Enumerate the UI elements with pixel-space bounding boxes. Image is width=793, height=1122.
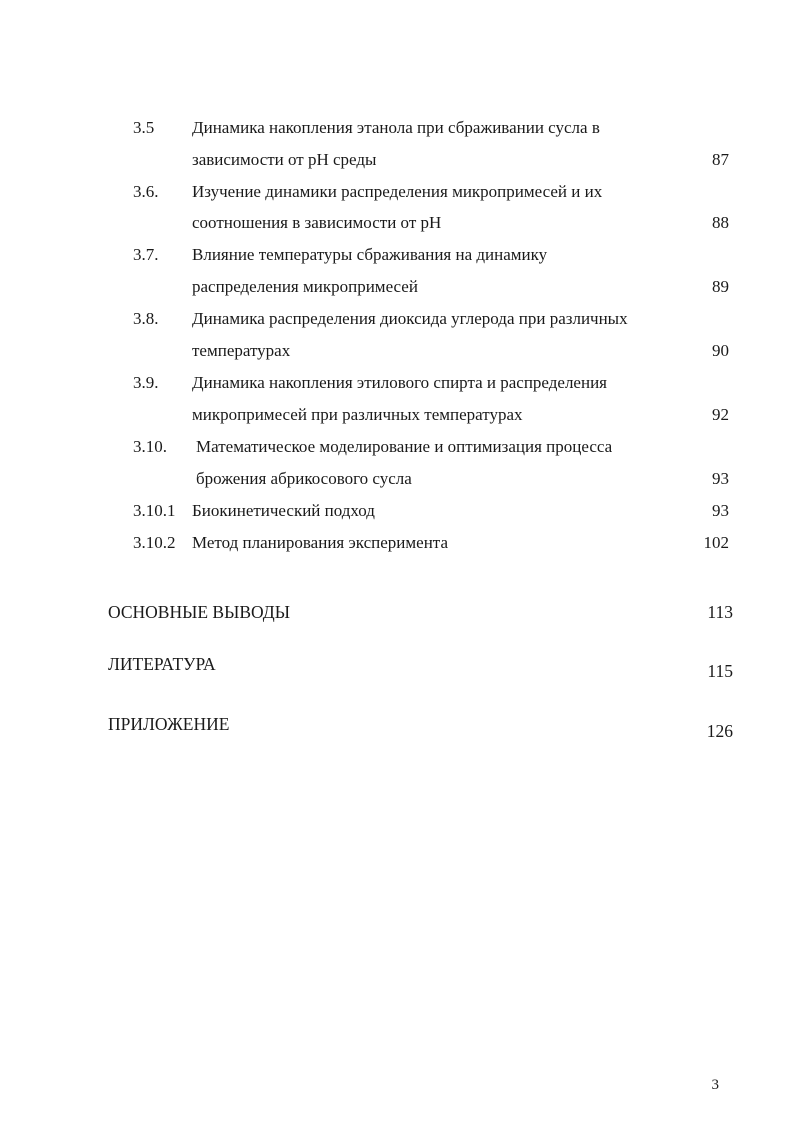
- section-title-appendix: ПРИЛОЖЕНИЕ: [108, 714, 230, 734]
- toc-page: 93: [712, 501, 729, 520]
- toc-title-continued: микропримесей при различных температурах: [192, 405, 523, 424]
- section-title-conclusions: ОСНОВНЫЕ ВЫВОДЫ: [108, 602, 291, 622]
- section-page: 126: [706, 721, 733, 741]
- toc-page: 88: [712, 213, 729, 232]
- toc-title: Метод планирования эксперимента: [192, 533, 448, 552]
- toc-title-continued: брожения абрикосового сусла: [196, 469, 412, 488]
- toc-number: 3.5: [133, 118, 155, 137]
- toc-title-continued: зависимости от pH среды: [192, 150, 377, 169]
- section-page: 115: [707, 661, 733, 681]
- toc-title-continued: соотношения в зависимости от pH: [192, 213, 442, 232]
- toc-title: Изучение динамики распределения микропримесей и их: [192, 182, 603, 201]
- toc-page: 90: [712, 341, 729, 360]
- toc-page: 92: [712, 405, 729, 424]
- toc-number: 3.7.: [133, 245, 159, 264]
- toc-page: 93: [712, 469, 729, 488]
- page-number: 3: [711, 1077, 719, 1093]
- toc-title: Биокинетический подход: [192, 501, 375, 520]
- toc-title: Математическое моделирование и оптимизация процесса: [196, 437, 613, 456]
- toc-title-continued: температурах: [192, 341, 291, 360]
- toc-number: 3.8.: [133, 309, 159, 328]
- toc-title: Динамика распределения диоксида углерода при различных: [192, 309, 628, 328]
- toc-number: 3.10.1: [133, 501, 176, 520]
- section-page: 113: [707, 602, 733, 622]
- toc-number: 3.10.2: [133, 533, 176, 552]
- toc-number: 3.6.: [133, 182, 159, 201]
- toc-title: Влияние температуры сбраживания на динамику: [192, 245, 548, 264]
- toc-title: Динамика накопления этилового спирта и распределения: [192, 373, 607, 392]
- toc-page: 87: [712, 150, 729, 169]
- toc-page: 102: [703, 533, 729, 552]
- toc-page: 89: [712, 277, 729, 296]
- toc-title-continued: распределения микропримесей: [192, 277, 418, 296]
- toc-number: 3.10.: [133, 437, 167, 456]
- toc-title: Динамика накопления этанола при сбраживании сусла в: [192, 118, 600, 137]
- toc-number: 3.9.: [133, 373, 159, 392]
- section-title-literature: ЛИТЕРАТУРА: [108, 654, 216, 674]
